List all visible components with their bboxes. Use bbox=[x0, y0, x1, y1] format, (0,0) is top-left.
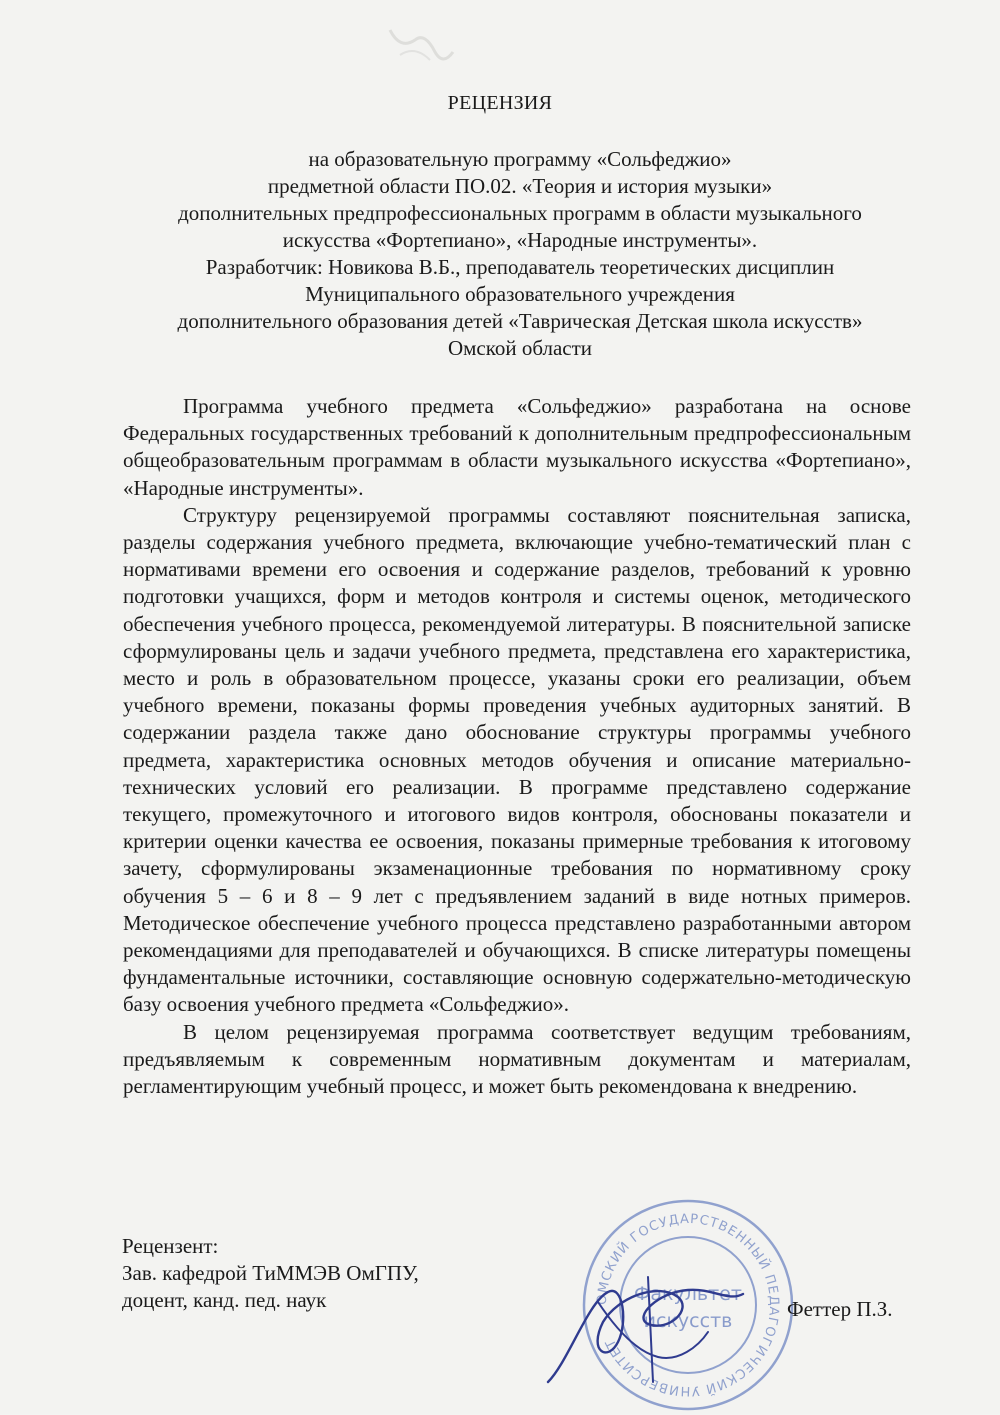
reviewer-name: Феттер П.З. bbox=[787, 1297, 893, 1321]
stamp-center-line1: Факультет bbox=[634, 1283, 742, 1305]
body-paragraph: Структуру рецензируемой программы составляют пояснительная записка, разделы содержания учебного предмета, включающие учебно-тематический план с нормативами времени его освоения и содержание разделов, требований к уровню подготовки учащихся, форм и методов контроля и системы оценок, методического обеспечения учебного процесса, рекомендуемой литературы. В пояснительной записке сформулированы цель и задачи учебного предмета, представлена его характеристика, место и роль в образовательном процессе, указаны сроки его реализации, объем учебного времени, показаны формы проведения учебных аудиторных занятий. В содержании раздела также дано обоснование структуры программы учебного предмета, характеристика основных методов обучения и описание материально-технических условий его реализации. В программе представлено содержание текущего, промежуточного и итогового видов контроля, обоснованы показатели и критерии оценки качества ее освоения, показаны примерные требования к итоговому зачету, сформулированы экзаменационные требования по нормативному сроку обучения 5 – 6 и 8 – 9 лет с предъявлением заданий в виде нотных примеров. Методическое обеспечение учебного процесса представлено разработанными автором рекомендациями для преподавателей и обучающихся. В списке литературы помещены фундаментальные источники, составляющие основную содержательно-методическую базу освоения учебного предмета «Сольфеджио». bbox=[123, 502, 911, 1017]
header-line: Разработчик: Новикова В.Б., преподаватель теоретических дисциплин bbox=[205, 255, 835, 279]
header-line: дополнительных предпрофессиональных программ в области музыкального bbox=[178, 201, 862, 225]
header-line: Омской области bbox=[447, 336, 593, 360]
stamp-ring-text: ОМСКИЙ ГОСУДАРСТВЕННЫЙ ПЕДАГОГИЧЕСКИЙ УНИВЕРСИТЕТ bbox=[594, 1211, 782, 1399]
document-body bbox=[123, 393, 911, 1100]
header-line: предметной области ПО.02. «Теория и история музыки» bbox=[267, 174, 773, 198]
reviewer-position: Зав. кафедрой ТиММЭВ ОмГПУ, bbox=[122, 1261, 419, 1285]
header-line: дополнительного образования детей «Таврическая Детская школа искусств» bbox=[177, 309, 863, 333]
scan-smudge bbox=[360, 20, 480, 80]
reviewer-degree: доцент, канд. пед. наук bbox=[122, 1288, 327, 1312]
header-line: на образовательную программу «Сольфеджио» bbox=[308, 147, 732, 171]
reviewer-block bbox=[122, 1233, 419, 1314]
reviewer-label: Рецензент: bbox=[122, 1234, 219, 1258]
document-header bbox=[60, 146, 980, 362]
document-title: РЕЦЕНЗИЯ bbox=[447, 92, 553, 114]
body-paragraph: Программа учебного предмета «Сольфеджио» разработана на основе Федеральных государственных требований к дополнительным предпрофессиональным общеобразовательным программам в области музыкального искусства «Фортепиано», «Народные инструменты». bbox=[123, 394, 911, 500]
stamp-center-line2: искусств bbox=[643, 1310, 733, 1332]
reviewer-signature bbox=[528, 1262, 768, 1402]
header-line: искусства «Фортепиано», «Народные инструменты». bbox=[282, 228, 758, 252]
header-line: Муниципального образовательного учреждения bbox=[305, 282, 735, 306]
body-paragraph: В целом рецензируемая программа соответствует ведущим требованиям, предъявляемым к современным нормативным документам и материалам, регламентирующим учебный процесс, и может быть рекомендована к внедрению. bbox=[123, 1019, 911, 1099]
